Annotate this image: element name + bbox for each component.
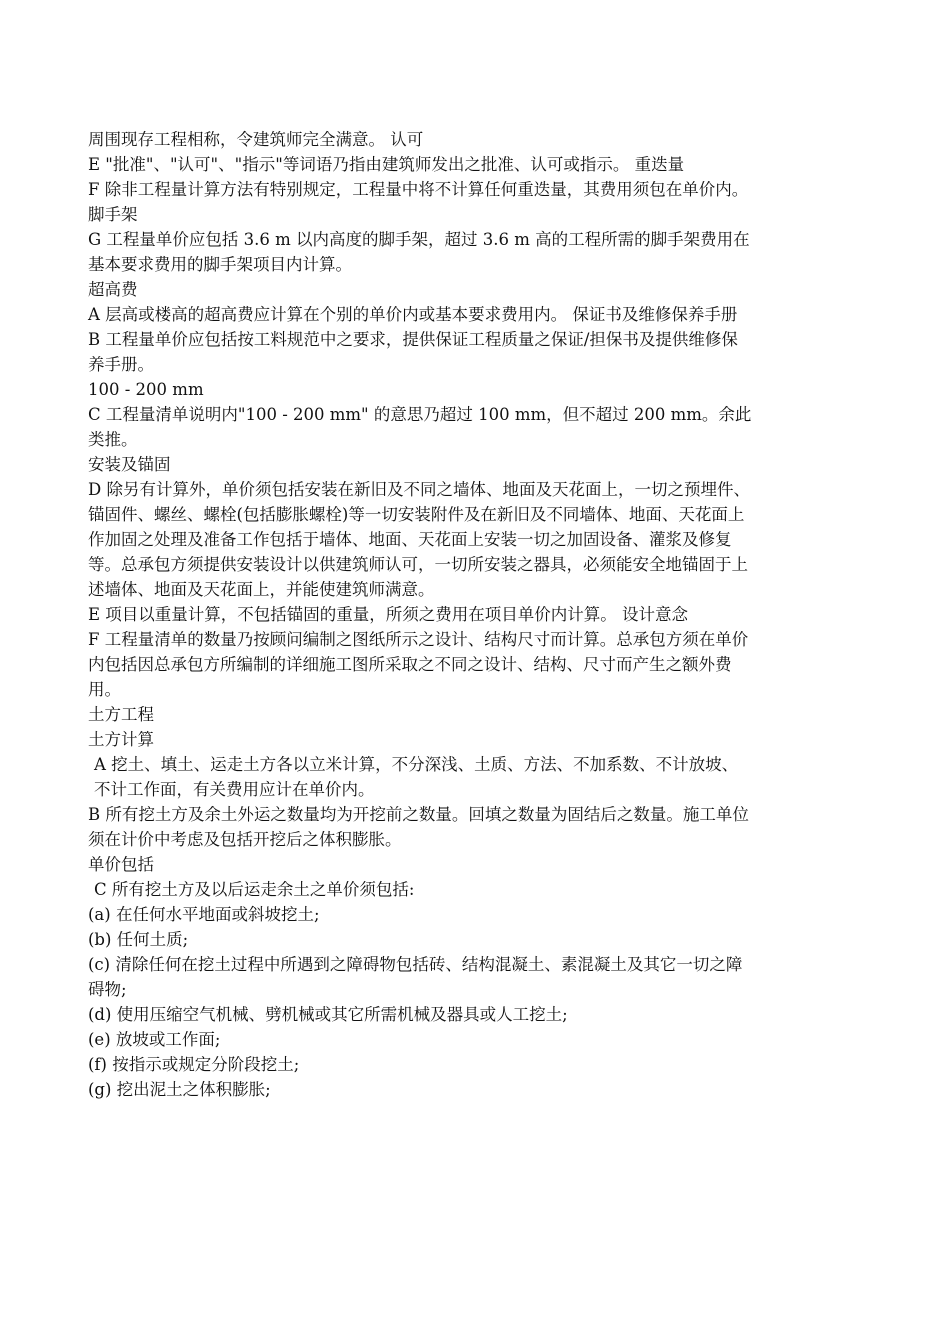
text-line: E "批准"、"认可"、"指示"等词语乃指由建筑师发出之批准、认可或指示。 重迭量 — [88, 155, 685, 174]
section-heading: 脚手架 — [88, 205, 138, 224]
list-item: (d) 使用压缩空气机械、劈机械或其它所需机械及器具或人工挖土; — [88, 1005, 568, 1024]
text-line: C 所有挖土方及以后运走余土之单价须包括: — [94, 880, 415, 899]
section-heading: 安装及锚固 — [88, 455, 171, 474]
list-item: (b) 任何土质; — [88, 930, 189, 949]
text-line: A 挖土、填土、运走土方各以立米计算，不分深浅、土质、方法、不加系数、不计放坡、不计工作面，有关费用应计在单价内。 — [94, 755, 739, 799]
list-item: (c) 清除任何在挖土过程中所遇到之障碍物包括砖、结构混凝土、素混凝土及其它一切之障碍物; — [88, 955, 743, 999]
section-heading: 土方计算 — [88, 730, 154, 749]
section-heading: 单价包括 — [88, 855, 154, 874]
text-line: B 所有挖土方及余土外运之数量均为开挖前之数量。回填之数量为固结后之数量。施工单位须在计价中考虑及包括开挖后之体积膨胀。 — [88, 805, 749, 849]
text-line: A 层高或楼高的超高费应计算在个别的单价内或基本要求费用内。 保证书及维修保养手册 — [88, 305, 738, 324]
text-line: F 除非工程量计算方法有特别规定，工程量中将不计算任何重迭量，其费用须包在单价内。 — [88, 180, 749, 199]
section-heading: 100 - 200 mm — [88, 380, 204, 399]
list-item: (a) 在任何水平地面或斜坡挖土; — [88, 905, 320, 924]
text-line: 周围现存工程相称，令建筑师完全满意。 认可 — [88, 130, 424, 149]
section-heading: 土方工程 — [88, 705, 154, 724]
text-line: B 工程量单价应包括按工料规范中之要求，提供保证工程质量之保证/担保书及提供维修保养手册。 — [88, 330, 738, 374]
list-item: (g) 挖出泥土之体积膨胀; — [88, 1080, 271, 1099]
text-line: G 工程量单价应包括 3.6 m 以内高度的脚手架，超过 3.6 m 高的工程所需的脚手架费用在基本要求费用的脚手架项目内计算。 — [88, 230, 750, 274]
text-line: C 工程量清单说明内"100 - 200 mm" 的意思乃超过 100 mm，但不超过 200 mm。余此类推。 — [88, 405, 752, 449]
text-line: F 工程量清单的数量乃按顾问编制之图纸所示之设计、结构尺寸而计算。总承包方须在单价内包括因总承包方所编制的详细施工图所采取之不同之设计、结构、尺寸而产生之额外费用。 — [88, 630, 749, 699]
text-line: D 除另有计算外，单价须包括安装在新旧及不同之墙体、地面及天花面上，一切之预埋件、锚固件、螺丝、螺栓(包括膨胀螺栓)等一切安装附件及在新旧及不同墙体、地面、天花面上作加固之处理及准备工作包括于墙体、地面、天花面上安装一切之加固设备、灌浆及修复等。总承包方须提供安装设计以供建筑师认可，一切所安装之器具，必须能安全地锚固于上述墙体、地面及天花面上，并能使建筑师满意。 — [88, 480, 750, 599]
document-body — [88, 127, 752, 1102]
list-item: (f) 按指示或规定分阶段挖土; — [88, 1055, 300, 1074]
text-line: E 项目以重量计算，不包括锚固的重量，所须之费用在项目单价内计算。 设计意念 — [88, 605, 689, 624]
list-item: (e) 放坡或工作面; — [88, 1030, 221, 1049]
section-heading: 超高费 — [88, 280, 138, 299]
